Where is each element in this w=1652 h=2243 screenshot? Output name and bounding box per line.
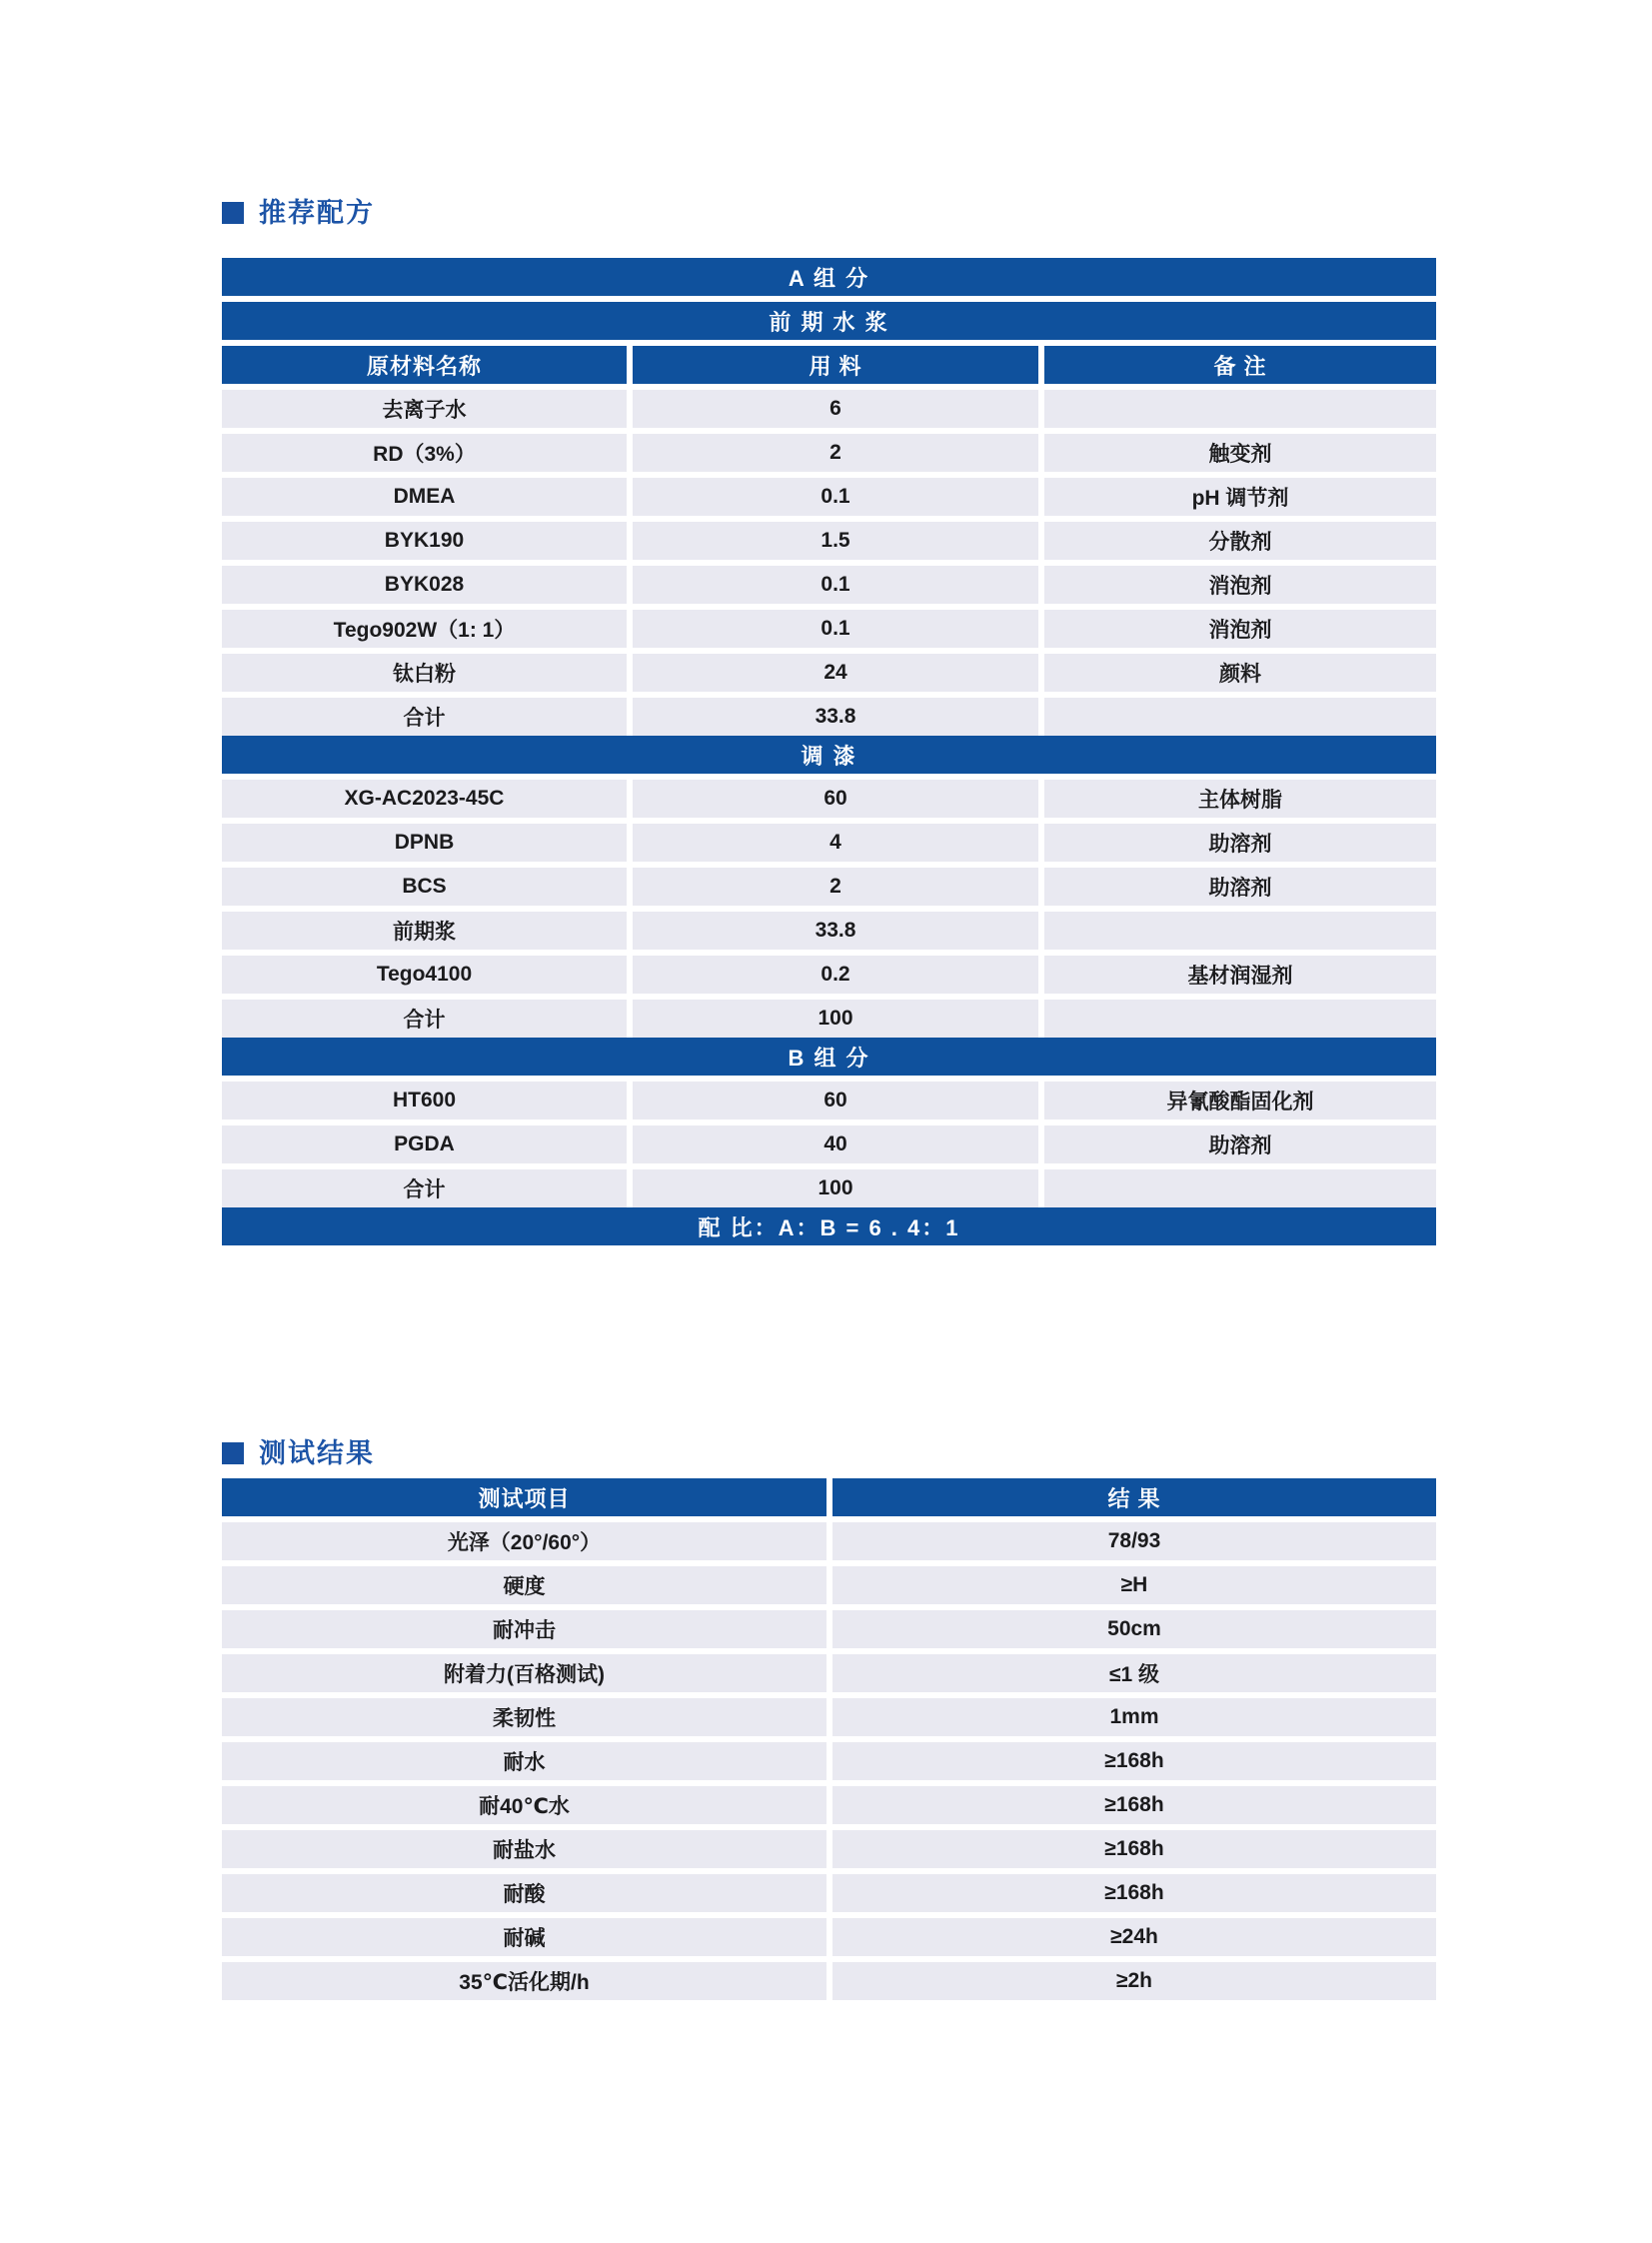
note-cell: 消泡剂 bbox=[1044, 610, 1436, 648]
table-row bbox=[222, 1698, 1436, 1736]
material-cell: Tego902W（1: 1） bbox=[222, 610, 627, 648]
note-cell: 分散剂 bbox=[1044, 522, 1436, 560]
material-cell: HT600 bbox=[222, 1082, 627, 1120]
results-section-title bbox=[222, 1436, 1436, 1470]
table-row bbox=[222, 1874, 1436, 1912]
amount-cell: 100 bbox=[633, 1169, 1038, 1207]
note-cell: 助溶剂 bbox=[1044, 868, 1436, 906]
material-cell: BCS bbox=[222, 868, 627, 906]
stage2-rows-group bbox=[222, 780, 1436, 1038]
material-cell: PGDA bbox=[222, 1125, 627, 1163]
stage1-header-row bbox=[222, 302, 1436, 340]
material-cell: 前期浆 bbox=[222, 912, 627, 950]
amount-cell: 24 bbox=[633, 654, 1038, 692]
group-a-header-row bbox=[222, 258, 1436, 296]
result-cell: 78/93 bbox=[832, 1522, 1436, 1560]
results-table bbox=[222, 1478, 1436, 2000]
table-row bbox=[222, 912, 1436, 950]
table-row bbox=[222, 522, 1436, 560]
ratio-footer-row bbox=[222, 1207, 1436, 1245]
test-item-cell: 硬度 bbox=[222, 1566, 826, 1604]
material-cell: BYK190 bbox=[222, 522, 627, 560]
page-content bbox=[222, 0, 1436, 2000]
result-rows-group bbox=[222, 1522, 1436, 2000]
amount-cell: 4 bbox=[633, 824, 1038, 862]
material-cell: 合计 bbox=[222, 1000, 627, 1038]
table-row bbox=[222, 1962, 1436, 2000]
amount-cell: 33.8 bbox=[633, 912, 1038, 950]
square-bullet-icon bbox=[222, 1442, 244, 1464]
amount-cell: 0.1 bbox=[633, 478, 1038, 516]
amount-cell: 100 bbox=[633, 1000, 1038, 1038]
stage1-header: 前 期 水 浆 bbox=[222, 302, 1436, 340]
material-cell: 合计 bbox=[222, 1169, 627, 1207]
note-cell: pH 调节剂 bbox=[1044, 478, 1436, 516]
ratio-footer: 配 比：A：B = 6 . 4：1 bbox=[222, 1207, 1436, 1245]
result-cell: ≥2h bbox=[832, 1962, 1436, 2000]
table-row bbox=[222, 1522, 1436, 1560]
test-item-cell: 35℃活化期/h bbox=[222, 1962, 826, 2000]
material-cell: BYK028 bbox=[222, 566, 627, 604]
test-item-cell: 柔韧性 bbox=[222, 1698, 826, 1736]
note-cell: 基材润湿剂 bbox=[1044, 956, 1436, 994]
amount-cell: 60 bbox=[633, 780, 1038, 818]
table-row bbox=[222, 566, 1436, 604]
results-column-header-row bbox=[222, 1478, 1436, 1516]
note-cell bbox=[1044, 1169, 1436, 1207]
table-row bbox=[222, 1610, 1436, 1648]
result-cell: ≥H bbox=[832, 1566, 1436, 1604]
note-cell bbox=[1044, 390, 1436, 428]
stage2-header: 调 漆 bbox=[222, 736, 1436, 774]
formula-column-header-row bbox=[222, 346, 1436, 384]
column-header-note: 备 注 bbox=[1044, 346, 1436, 384]
table-row bbox=[222, 698, 1436, 736]
amount-cell: 0.2 bbox=[633, 956, 1038, 994]
table-row bbox=[222, 1918, 1436, 1956]
note-cell: 消泡剂 bbox=[1044, 566, 1436, 604]
amount-cell: 2 bbox=[633, 434, 1038, 472]
formula-table bbox=[222, 258, 1436, 1245]
table-row bbox=[222, 780, 1436, 818]
table-row bbox=[222, 434, 1436, 472]
recipe-section-title bbox=[222, 196, 1436, 230]
column-header-amount: 用 料 bbox=[633, 346, 1038, 384]
table-row bbox=[222, 868, 1436, 906]
note-cell bbox=[1044, 698, 1436, 736]
material-cell: 钛白粉 bbox=[222, 654, 627, 692]
result-cell: ≥168h bbox=[832, 1742, 1436, 1780]
column-header-result: 结 果 bbox=[832, 1478, 1436, 1516]
note-cell: 主体树脂 bbox=[1044, 780, 1436, 818]
note-cell bbox=[1044, 1000, 1436, 1038]
amount-cell: 2 bbox=[633, 868, 1038, 906]
material-cell: Tego4100 bbox=[222, 956, 627, 994]
material-cell: RD（3%） bbox=[222, 434, 627, 472]
result-cell: ≥168h bbox=[832, 1874, 1436, 1912]
group-b-rows-group bbox=[222, 1082, 1436, 1207]
result-cell: ≥168h bbox=[832, 1786, 1436, 1824]
table-row bbox=[222, 1786, 1436, 1824]
result-cell: ≤1 级 bbox=[832, 1654, 1436, 1692]
amount-cell: 6 bbox=[633, 390, 1038, 428]
column-header-material: 原材料名称 bbox=[222, 346, 627, 384]
test-item-cell: 耐40℃水 bbox=[222, 1786, 826, 1824]
result-cell: ≥168h bbox=[832, 1830, 1436, 1868]
square-bullet-icon bbox=[222, 202, 244, 224]
test-item-cell: 光泽（20°/60°） bbox=[222, 1522, 826, 1560]
amount-cell: 0.1 bbox=[633, 610, 1038, 648]
column-header-test-item: 测试项目 bbox=[222, 1478, 826, 1516]
amount-cell: 60 bbox=[633, 1082, 1038, 1120]
result-cell: 50cm bbox=[832, 1610, 1436, 1648]
table-row bbox=[222, 1000, 1436, 1038]
table-row bbox=[222, 1082, 1436, 1120]
test-item-cell: 耐盐水 bbox=[222, 1830, 826, 1868]
amount-cell: 40 bbox=[633, 1125, 1038, 1163]
table-row bbox=[222, 1125, 1436, 1163]
test-item-cell: 耐冲击 bbox=[222, 1610, 826, 1648]
stage2-header-row bbox=[222, 736, 1436, 774]
group-b-header: B 组 分 bbox=[222, 1038, 1436, 1076]
material-cell: XG-AC2023-45C bbox=[222, 780, 627, 818]
test-item-cell: 附着力(百格测试) bbox=[222, 1654, 826, 1692]
amount-cell: 0.1 bbox=[633, 566, 1038, 604]
table-row bbox=[222, 824, 1436, 862]
material-cell: DMEA bbox=[222, 478, 627, 516]
test-item-cell: 耐酸 bbox=[222, 1874, 826, 1912]
note-cell: 颜料 bbox=[1044, 654, 1436, 692]
table-row bbox=[222, 956, 1436, 994]
group-b-header-row bbox=[222, 1038, 1436, 1076]
table-row bbox=[222, 390, 1436, 428]
table-row bbox=[222, 654, 1436, 692]
table-row bbox=[222, 1654, 1436, 1692]
group-a-header: A 组 分 bbox=[222, 258, 1436, 296]
recipe-title-text: 推荐配方 bbox=[259, 198, 375, 228]
note-cell bbox=[1044, 912, 1436, 950]
note-cell: 助溶剂 bbox=[1044, 824, 1436, 862]
material-cell: DPNB bbox=[222, 824, 627, 862]
results-title-text: 测试结果 bbox=[259, 1438, 375, 1468]
table-row bbox=[222, 1169, 1436, 1207]
table-row bbox=[222, 1566, 1436, 1604]
stage1-rows-group bbox=[222, 390, 1436, 736]
note-cell: 助溶剂 bbox=[1044, 1125, 1436, 1163]
note-cell: 触变剂 bbox=[1044, 434, 1436, 472]
table-row bbox=[222, 478, 1436, 516]
test-item-cell: 耐水 bbox=[222, 1742, 826, 1780]
result-cell: ≥24h bbox=[832, 1918, 1436, 1956]
amount-cell: 33.8 bbox=[633, 698, 1038, 736]
amount-cell: 1.5 bbox=[633, 522, 1038, 560]
table-row bbox=[222, 1742, 1436, 1780]
result-cell: 1mm bbox=[832, 1698, 1436, 1736]
material-cell: 去离子水 bbox=[222, 390, 627, 428]
note-cell: 异氰酸酯固化剂 bbox=[1044, 1082, 1436, 1120]
table-row bbox=[222, 1830, 1436, 1868]
material-cell: 合计 bbox=[222, 698, 627, 736]
table-row bbox=[222, 610, 1436, 648]
test-item-cell: 耐碱 bbox=[222, 1918, 826, 1956]
